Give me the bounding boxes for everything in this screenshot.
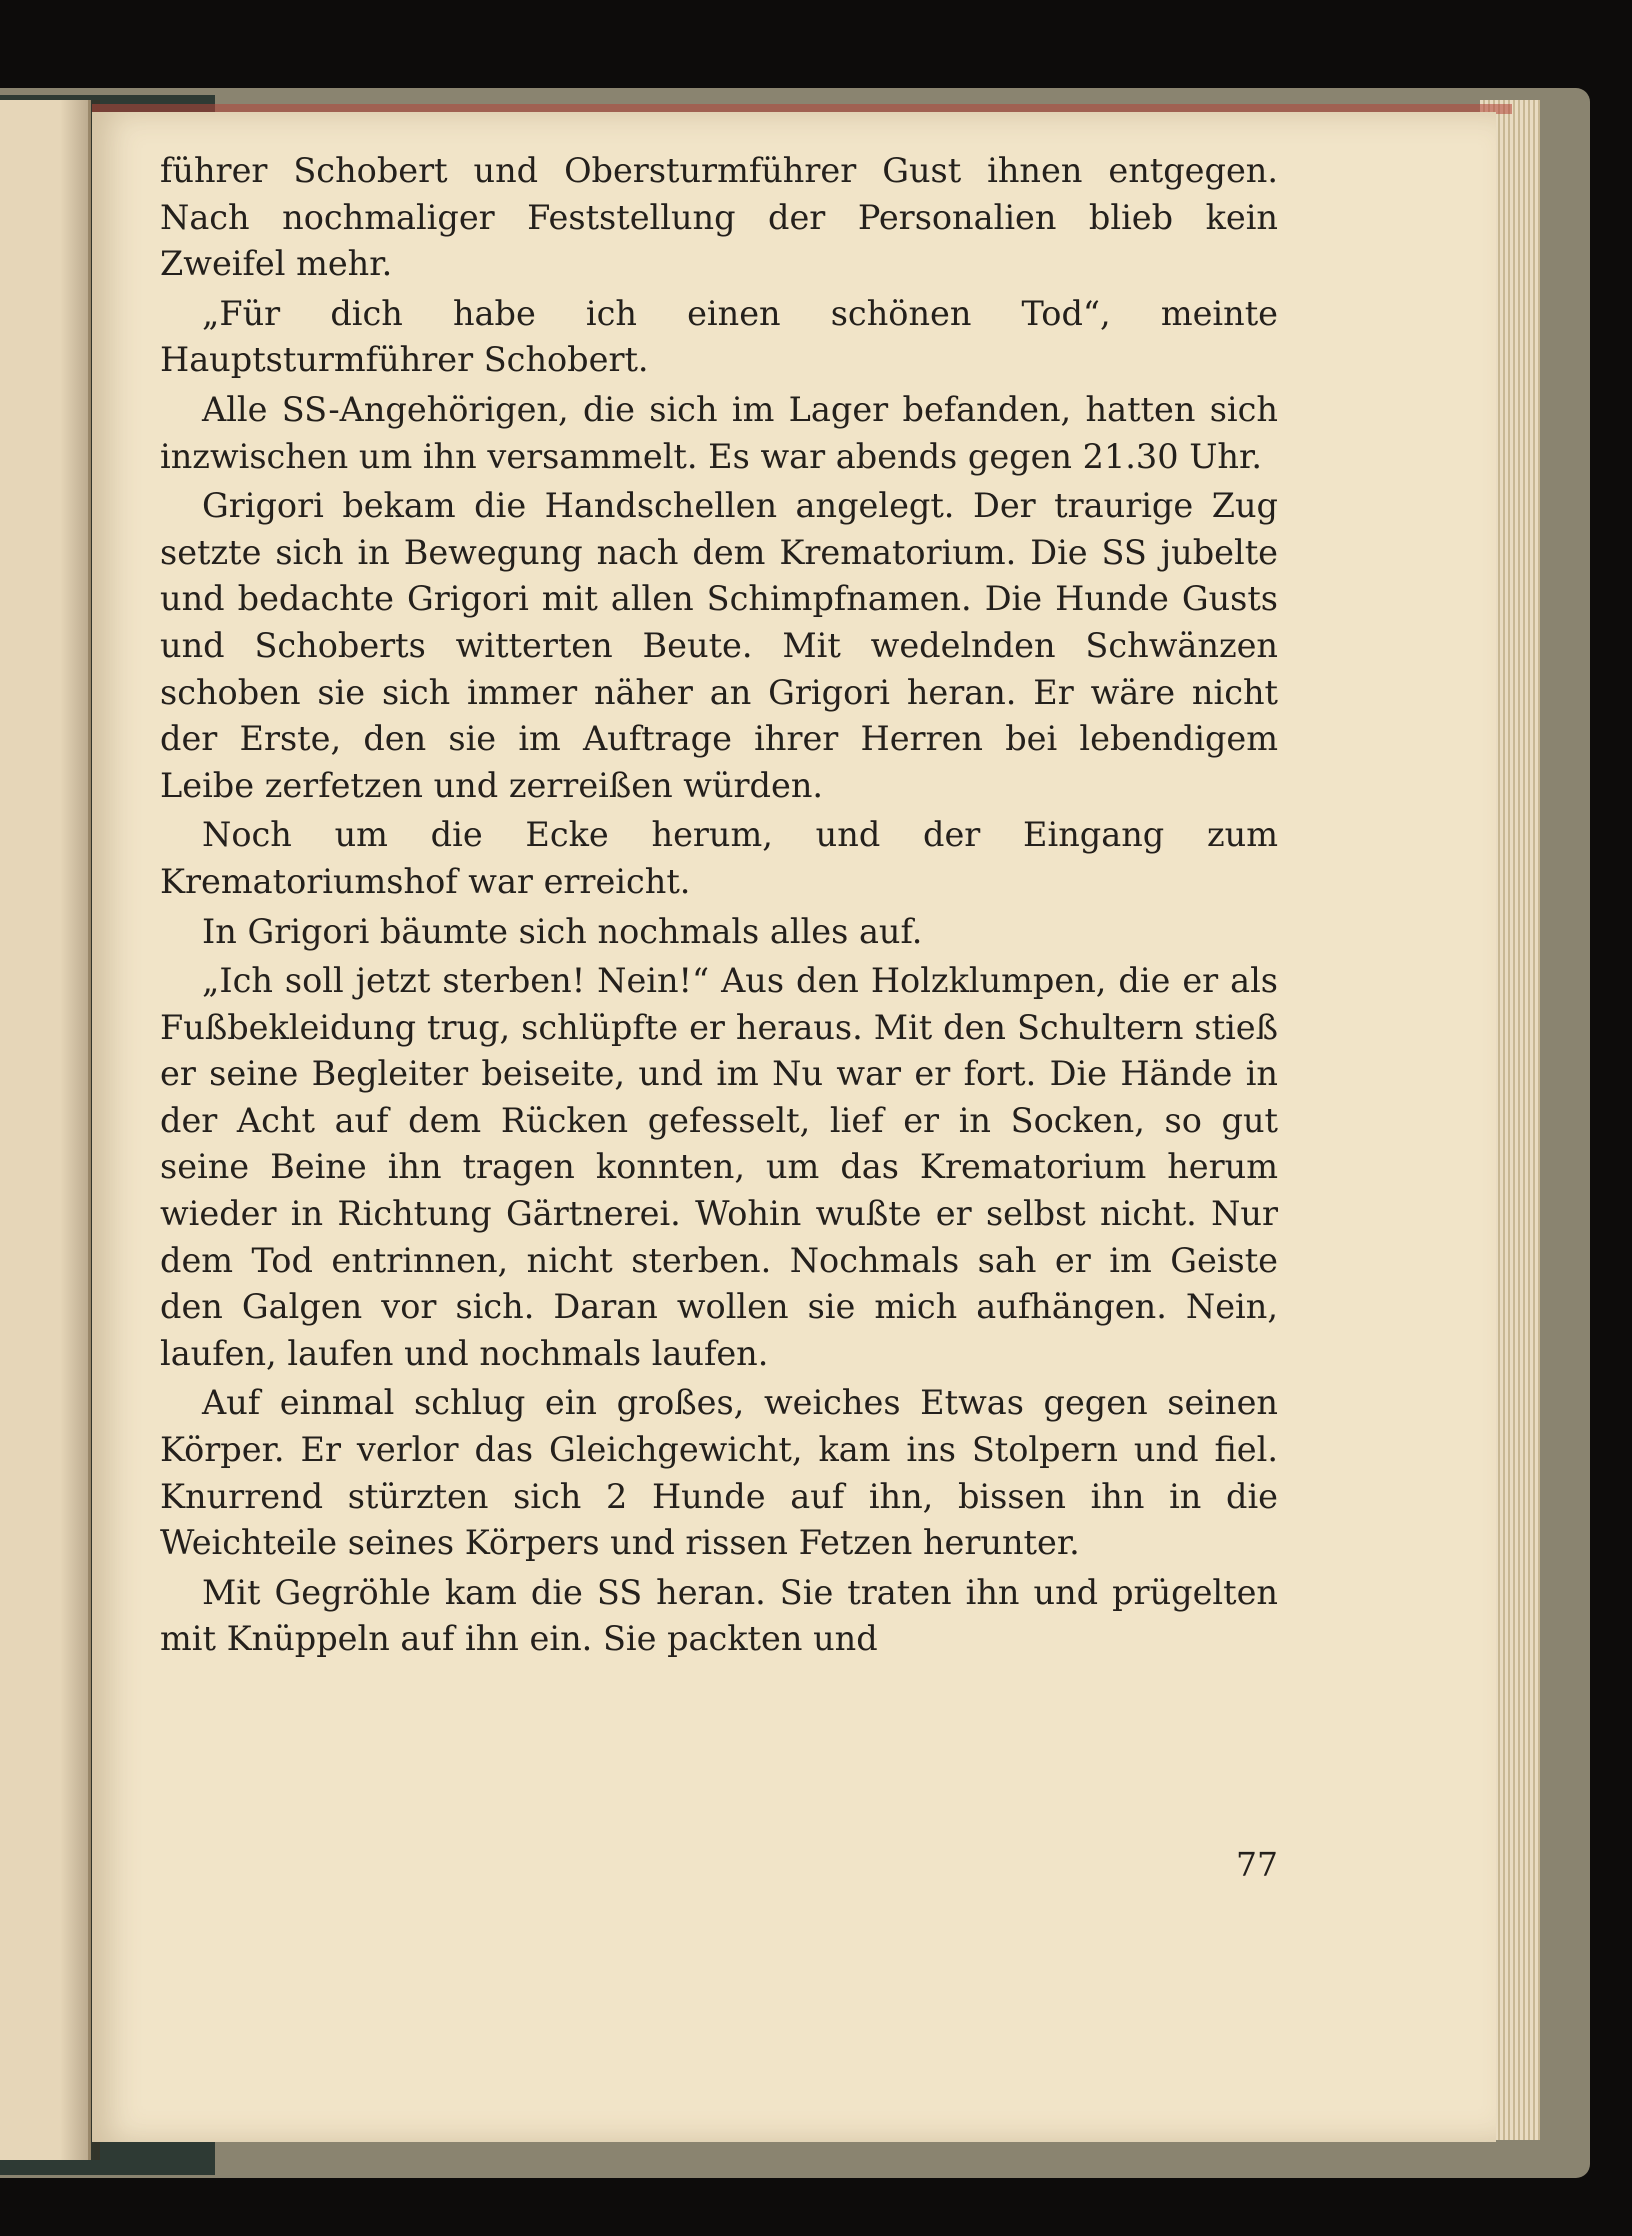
paragraph: Grigori bekam die Handschellen angelegt. Der traurige Zug setzte sich in Bewegung nach dem Krematorium. Die SS jubelte und bedachte Grigori mit allen Schimpfnamen. Die Hunde Gusts und Schoberts witterten Beute. Mit wedelnden Schwänzen schoben sie sich immer näher an Grigori heran. Er wäre nicht der Erste, den sie im Auftrage ihrer Herren bei lebendigem Leibe zerfetzen und zerreißen würden. [160,486,1278,805]
paragraph: Mit Gegröhle kam die SS heran. Sie traten ihn und prügelten mit Knüppeln auf ihn ein. Sie packten und [160,1572,1278,1659]
paragraph: In Grigori bäumte sich nochmals alles auf. [202,911,923,951]
paragraph: „Für dich habe ich einen schönen Tod“, meinte Hauptsturmführer Schobert. [160,293,1278,380]
paragraph: Auf einmal schlug ein großes, weiches Etwas gegen seinen Körper. Er verlor das Gleichgewicht, kam ins Stolpern und fiel. Knurrend stürzten sich 2 Hunde auf ihn, bissen ihn in die Weichteile seines Körpers und rissen Fetzen herunter. [160,1383,1278,1563]
paragraph: Alle SS-Angehörigen, die sich im Lager befanden, hatten sich inzwischen um ihn versammelt. Es war abends gegen 21.30 Uhr. [160,389,1278,476]
page-number: 77 [1236,1845,1278,1884]
paragraph: „Ich soll jetzt sterben! Nein!“ Aus den Holzklumpen, die er als Fußbekleidung trug, schlüpfte er heraus. Mit den Schultern stieß er seine Begleiter beiseite, und im Nu war er fort. Die Hände in der Acht auf dem Rücken gefesselt, lief er in Socken, so gut seine Beine ihn tragen konnten, um das Krematorium herum wieder in Richtung Gärtnerei. Wohin wußte er selbst nicht. Nur dem Tod entrinnen, nicht sterben. Nochmals sah er im Geiste den Galgen vor sich. Daran wollen sie mich aufhängen. Nein, laufen, laufen und nochmals laufen. [160,961,1278,1373]
paragraph: führer Schobert und Obersturmführer Gust ihnen entgegen. Nach nochmaliger Feststellung der Personalien blieb kein Zweifel mehr. [160,151,1278,284]
paragraph: Noch um die Ecke herum, und der Eingang zum Krematoriumshof war erreicht. [160,815,1278,901]
page-body-text [160,148,1278,1663]
